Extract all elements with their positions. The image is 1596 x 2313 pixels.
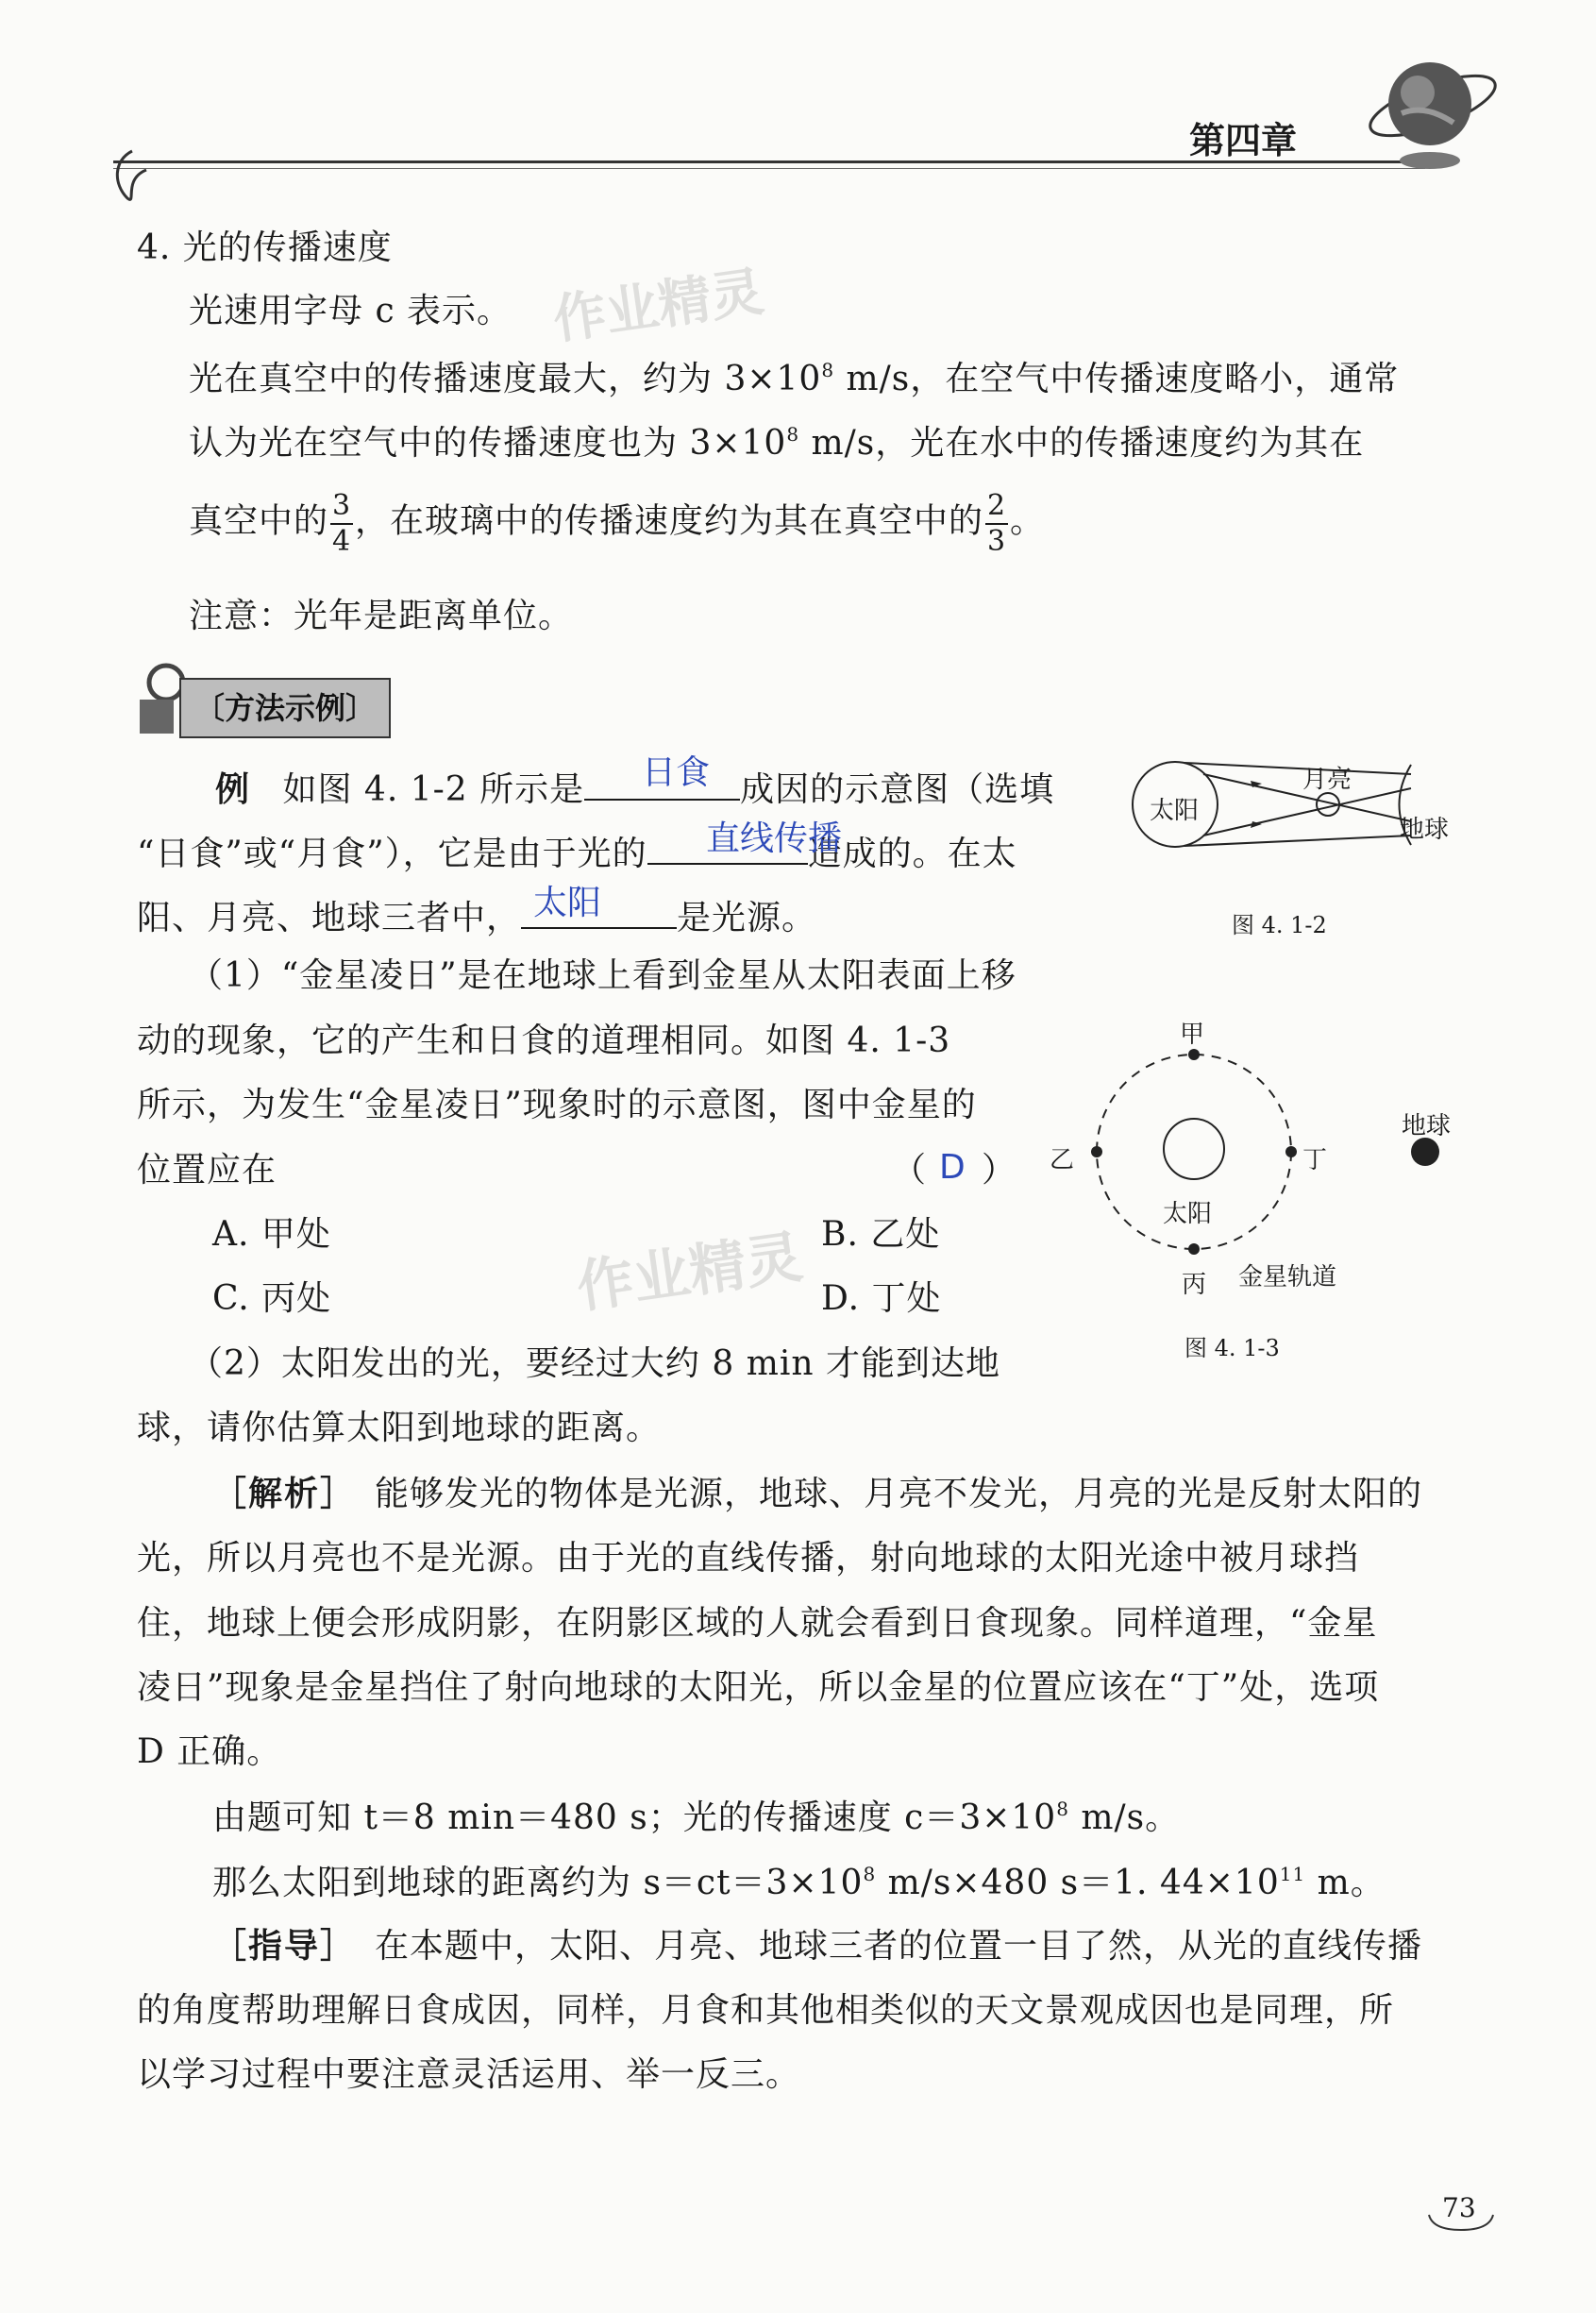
answer-zhixian: 直线传播	[706, 819, 843, 858]
speed-symbol-line: 光速用字母 c 表示。	[189, 292, 512, 330]
q1-line-1: （1）“金星凌日”是在地球上看到金星从太阳表面上移	[189, 956, 1016, 995]
answer-paren-open: （	[892, 1151, 928, 1190]
option-c: C. 丙处	[212, 1279, 332, 1318]
fig1-sun-label: 太阳	[1150, 797, 1200, 825]
analysis-line-4: 凌日”现象是金星挡住了射向地球的太阳光，所以金星的位置应该在“丁”处，选项	[137, 1668, 1380, 1707]
analysis-line-1: ［解析］ 能够发光的物体是光源，地球、月亮不发光，月亮的光是反射太阳的	[212, 1474, 1423, 1513]
q1-answer: D	[939, 1148, 966, 1187]
page-number-bracket-icon	[1423, 2188, 1499, 2236]
fig2-orbit-label: 金星轨道	[1238, 1263, 1337, 1292]
fig1-moon-label: 月亮	[1302, 766, 1352, 794]
answer-rishi: 日食	[642, 753, 711, 792]
analysis-tag: ［解析］	[212, 1474, 357, 1513]
fraction-three-quarters: $\frac{3}{4}$	[331, 489, 352, 558]
guide-tag: ［指导］	[212, 1926, 357, 1966]
guide-line-3: 以学习过程中要注意灵活运用、举一反三。	[137, 2055, 801, 2094]
option-b: B. 乙处	[821, 1215, 941, 1254]
speed-line-2: 光在真空中的传播速度最大，约为 $3\times 10^8$ m/s，在空气中传播速度略小，通常	[189, 359, 1400, 398]
fig2-jia-label: 甲	[1180, 1021, 1205, 1049]
q2-line-2: 球，请你估算太阳到地球的距离。	[137, 1409, 662, 1447]
page-number: 73	[1442, 2192, 1476, 2223]
fig1-earth-label: 地球	[1400, 816, 1450, 844]
header-rule-thin	[113, 168, 1425, 169]
option-a: A. 甲处	[212, 1215, 331, 1254]
fig2-ding-label: 丁	[1302, 1146, 1328, 1174]
light-year-note: 注意：光年是距离单位。	[189, 597, 574, 635]
fig2-bing-label: 丙	[1182, 1271, 1207, 1299]
q1-line-2: 动的现象，它的产生和日食的道理相同。如图 4. 1-3	[137, 1021, 951, 1060]
speed-line-3: 认为光在空气中的传播速度也为 $3\times 10^8$ m/s，光在水中的传播速度约为其在	[189, 423, 1365, 463]
calc-line-1: 由题可知 t＝8 min＝480 s；光的传播速度 $c=3\times 10^8$ m/s。	[212, 1798, 1181, 1837]
figure-venus-transit	[1067, 1029, 1453, 1275]
fig1-caption: 图 4. 1-2	[1232, 912, 1327, 938]
watermark-top: 作业精灵	[549, 261, 768, 352]
globe-icon	[1359, 47, 1501, 179]
fig2-yi-label: 乙	[1050, 1146, 1075, 1174]
q1-line-3: 所示，为发生“金星凌日”现象时的示意图，图中金星的	[137, 1086, 977, 1124]
analysis-line-2: 光，所以月亮也不是光源。由于光的直线传播，射向地球的太阳光途中被月球挡	[137, 1539, 1360, 1578]
q1-line-4: 位置应在	[137, 1151, 277, 1190]
analysis-line-3: 住，地球上便会形成阴影，在阴影区域的人就会看到日食现象。同样道理，“金星	[137, 1604, 1378, 1643]
guide-line-2: 的角度帮助理解日食成因，同样，月食和其他相类似的天文景观成因也是同理，所	[137, 1991, 1395, 2030]
fig2-caption: 图 4. 1-3	[1184, 1335, 1280, 1361]
watermark-middle: 作业精灵	[572, 1224, 807, 1322]
analysis-line-5: D 正确。	[137, 1732, 282, 1771]
answer-paren-close: ）	[982, 1151, 1017, 1190]
q2-line-1: （2）太阳发出的光，要经过大约 8 min 才能到达地	[189, 1344, 1000, 1383]
calc-line-2: 那么太阳到地球的距离约为 $s=ct=3\times 10^8$ m/s×480 s＝1. $44\times 10^{11}$ m。	[212, 1863, 1386, 1902]
method-example-title: 〔方法示例〕	[179, 678, 391, 738]
example-line-1: 例 如图 4. 1-2 所示是 成因的示意图（选填	[215, 765, 1054, 807]
fig2-earth-label: 地球	[1402, 1112, 1452, 1140]
option-d: D. 丁处	[821, 1279, 942, 1318]
example-line-3: 阳、月亮、地球三者中， 是光源。	[137, 893, 816, 936]
chapter-title: 第四章	[1189, 119, 1298, 161]
example-line-2: “日食”或“月食”），它是由于光的 造成的。在太	[137, 829, 1017, 871]
answer-taiyang: 太阳	[533, 884, 602, 922]
guide-line-1: ［指导］ 在本题中，太阳、月亮、地球三者的位置一目了然，从光的直线传播	[212, 1926, 1423, 1966]
speed-line-4: 真空中的 $\frac{3}{4}$ ，在玻璃中的传播速度约为其在真空中的 $\frac{2}{3}$ 。	[189, 489, 1046, 558]
header-swirl-icon	[104, 142, 160, 208]
fig2-sun-label: 太阳	[1163, 1200, 1213, 1228]
fraction-two-thirds: $\frac{2}{3}$	[986, 489, 1007, 558]
section-heading: 4. 光的传播速度	[137, 228, 393, 267]
